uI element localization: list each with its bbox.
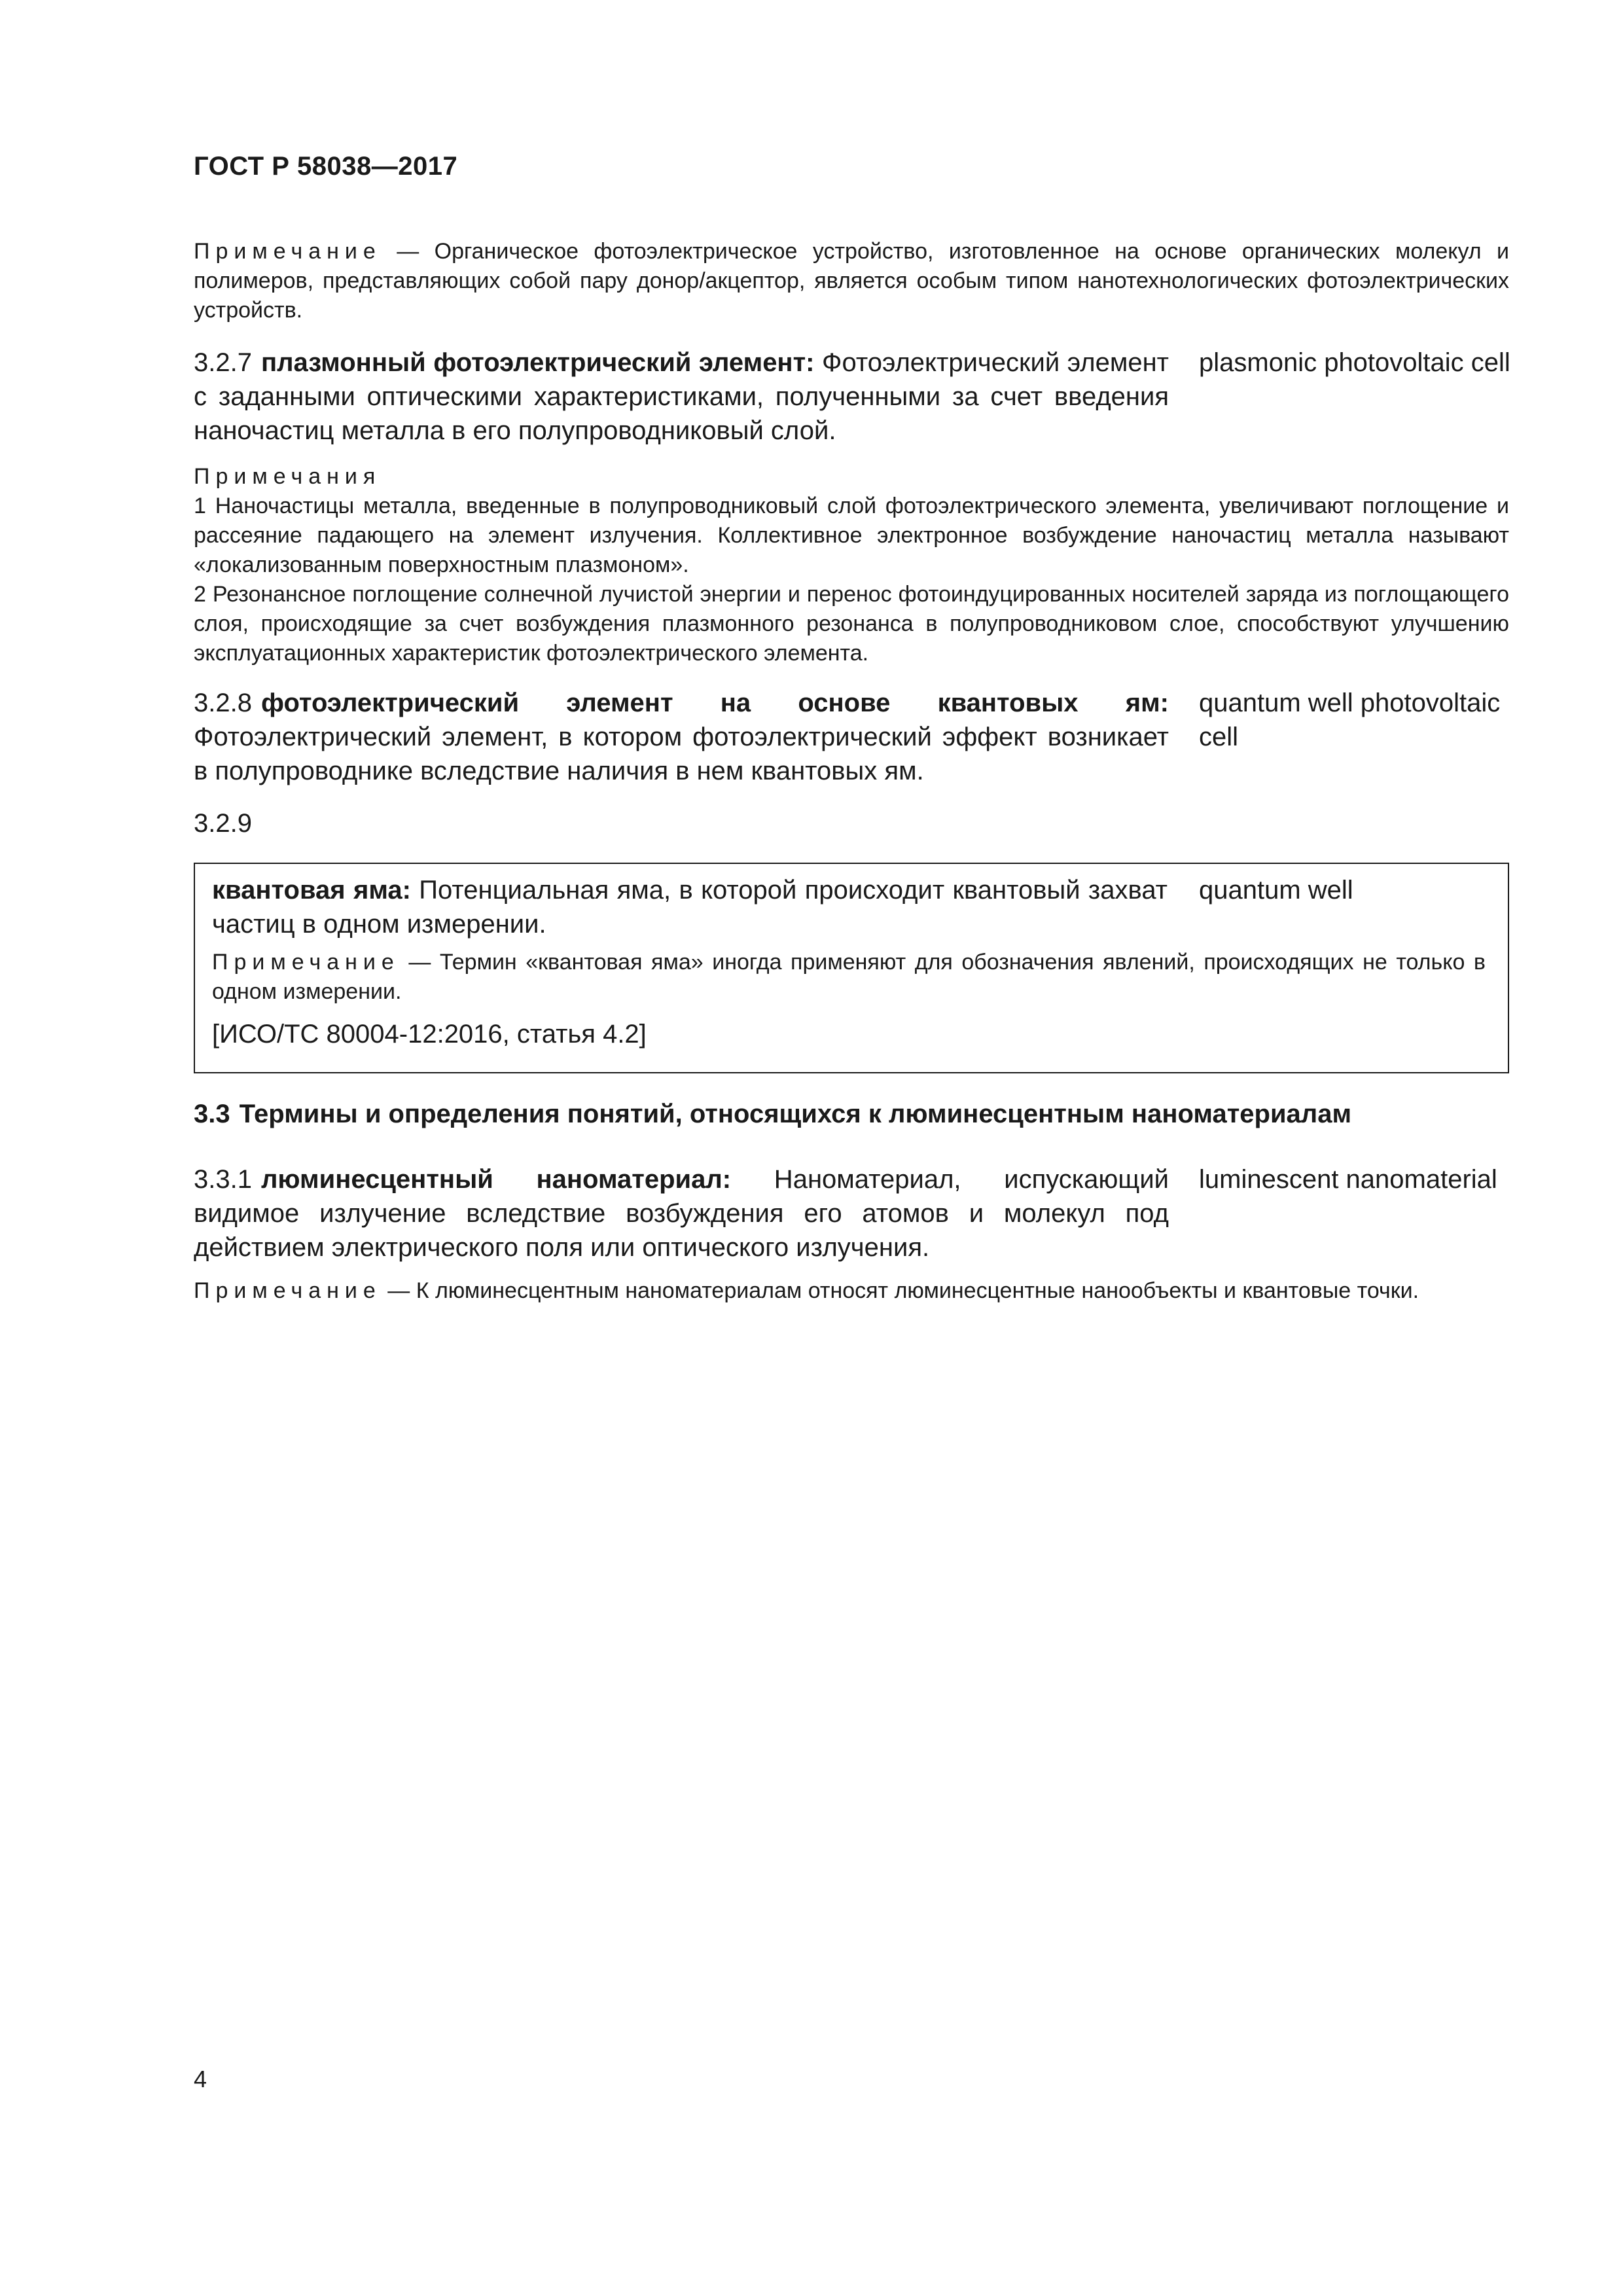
term-name: плазмонный фотоэлектрический элемент: bbox=[260, 348, 815, 377]
note-label: Примечание bbox=[194, 1278, 382, 1303]
document-header: ГОСТ Р 58038—2017 bbox=[194, 152, 458, 181]
term-entry-3-2-8 bbox=[194, 686, 1169, 788]
section-title: Термины и определения понятий, относящихся к люминесцентным наноматериалам bbox=[239, 1100, 1352, 1128]
term-english-3-2-7: plasmonic photovoltaic cell bbox=[1199, 348, 1510, 377]
term-definition: Наноматериал, испускающий видимое излучение вследствие возбуждения его атомов и молекул под действием электрического поля или оптического излучения. bbox=[194, 1165, 1169, 1262]
notes-label: Примечания bbox=[194, 464, 382, 489]
note-item-2: 2 Резонансное поглощение солнечной лучистой энергии и перенос фотоиндуцированных носителей заряда из поглощающего слоя, происходящие за счет возбуждения плазмонного резонанса в полупроводниковом слое, способствуют улучшению эксплуатационных характеристик фотоэлектрического элемента. bbox=[194, 582, 1509, 666]
term-definition: Фотоэлектрический элемент с заданными оптическими характеристиками, полученными за счет введения наночастиц металла в его полупроводниковый слой. bbox=[194, 348, 1169, 445]
term-definition: Потенциальная яма, в которой происходит квантовый захват частиц в одном измерении. bbox=[212, 876, 1168, 939]
term-box-3-2-9 bbox=[194, 863, 1509, 1073]
term-number-3-2-9: 3.2.9 bbox=[194, 809, 252, 838]
term-number: 3.2.7 bbox=[194, 348, 252, 377]
note-text: — К люминесцентным наноматериалам относят люминесцентные нанообъекты и квантовые точки. bbox=[381, 1278, 1419, 1303]
note-text: — Органическое фотоэлектрическое устройство, изготовленное на основе органических молекул и полимеров, представляющих собой пару донор/акцептор, является особым типом нанотехнологических фотоэлектрических устройств. bbox=[194, 239, 1509, 323]
term-name: фотоэлектрический элемент на основе квантовых ям: bbox=[260, 689, 1169, 717]
page-number: 4 bbox=[194, 2066, 207, 2092]
term-entry-3-2-9 bbox=[212, 873, 1168, 941]
term-number: 3.2.8 bbox=[194, 689, 252, 717]
note-item-1: 1 Наночастицы металла, введенные в полупроводниковый слой фотоэлектрического элемента, увеличивают поглощение и рассеяние падающего на элемент излучения. Коллективное электронное возбуждение наночастиц металла называют «локализованным поверхностным плазмоном». bbox=[194, 493, 1509, 577]
note-3-2-9 bbox=[212, 948, 1486, 1007]
term-english-3-3-1: luminescent nanomaterial bbox=[1199, 1165, 1497, 1194]
section-number: 3.3 bbox=[194, 1100, 230, 1128]
term-definition: Фотоэлектрический элемент, в котором фотоэлектрический эффект возникает в полупроводнике вследствие наличия в нем квантовых ям. bbox=[194, 723, 1169, 785]
note-text: — Термин «квантовая яма» иногда применяют для обозначения явлений, происходящих не только в одном измерении. bbox=[212, 950, 1486, 1004]
note-organic-device bbox=[194, 237, 1509, 325]
term-source: [ИСО/ТС 80004-12:2016, статья 4.2] bbox=[212, 1020, 647, 1049]
notes-3-2-7 bbox=[194, 462, 1509, 668]
section-heading-3-3 bbox=[194, 1100, 1351, 1129]
term-english-3-2-9: quantum well bbox=[1199, 876, 1353, 905]
note-label: Примечание bbox=[194, 239, 382, 264]
term-english-3-2-8: quantum well photovoltaic cell bbox=[1199, 689, 1501, 751]
term-name: квантовая яма: bbox=[212, 876, 411, 905]
term-entry-3-2-7 bbox=[194, 346, 1169, 448]
note-label: Примечание bbox=[212, 950, 400, 975]
note-3-3-1 bbox=[194, 1276, 1509, 1306]
term-entry-3-3-1 bbox=[194, 1162, 1169, 1265]
term-name: люминесцентный наноматериал: bbox=[260, 1165, 732, 1194]
term-number: 3.3.1 bbox=[194, 1165, 252, 1194]
